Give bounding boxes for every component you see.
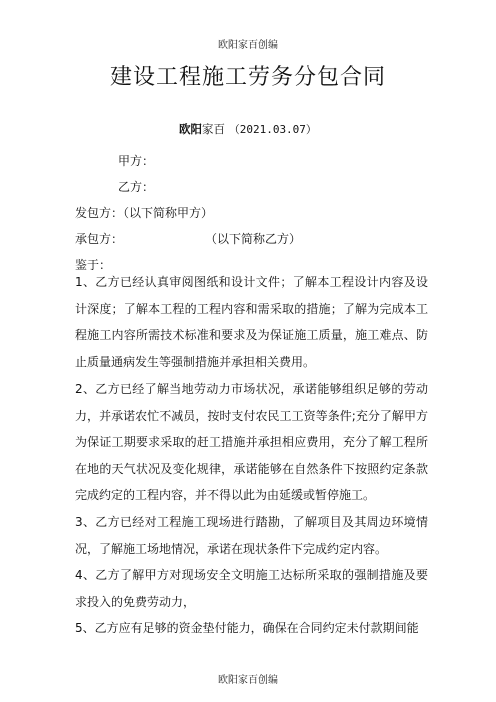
document-title: 建设工程施工劳务分包合同 xyxy=(109,65,386,90)
document-date: （2021.03.07） xyxy=(228,123,317,136)
party-b-line: 乙方： xyxy=(118,180,155,194)
subcontractor-line xyxy=(75,230,301,247)
party-a-line: 甲方： xyxy=(118,154,155,168)
author-line xyxy=(0,121,496,137)
footer-watermark: 欧阳家百创编 xyxy=(218,675,278,686)
author-name-rest: 家百 xyxy=(202,122,226,136)
clause-1: 1、乙方已经认真审阅图纸和设计文件；了解本工程设计内容及设计深度；了解本工程的工程内容和需采取的措施；了解为完成本工程施工内容所需技术标准和要求及为保证施工质量，施工难点、防止质量通病发生等强制措施并承担相关费用。 xyxy=(75,275,428,369)
subcontractor-label: 承包方： xyxy=(75,232,124,246)
clause-4: 4、乙方了解甲方对现场安全文明施工达标所采取的强制措施及要求投入的免费劳动力， xyxy=(75,568,428,609)
author-name-bold: 欧阳 xyxy=(179,122,203,136)
clause-2: 2、乙方已经了解当地劳动力市场状况，承诺能够组织足够的劳动力，并承诺农忙不减员，按时支付农民工工资等条件;充分了解甲方为保证工期要求采取的赶工措施并承担相应费用，充分了解工程所在地的天气状况及变化规律，承诺能够在自然条件下按照约定条款完成约定的工程内容，并不得以此为由延缓或暂停施工。 xyxy=(75,382,428,502)
contractor-line: 发包方：（以下简称甲方） xyxy=(75,206,214,220)
header-watermark: 欧阳家百创编 xyxy=(218,40,278,51)
subcontractor-note: （以下简称乙方） xyxy=(205,232,302,246)
clause-3: 3、乙方已经对工程施工现场进行踏勘，了解项目及其周边环境情况，了解施工场地情况，承诺在现状条件下完成约定内容。 xyxy=(75,515,428,556)
recital-heading: 鉴于： xyxy=(75,258,112,272)
clause-5: 5、乙方应有足够的资金垫付能力，确保在合同约定未付款期间能 xyxy=(75,621,419,635)
